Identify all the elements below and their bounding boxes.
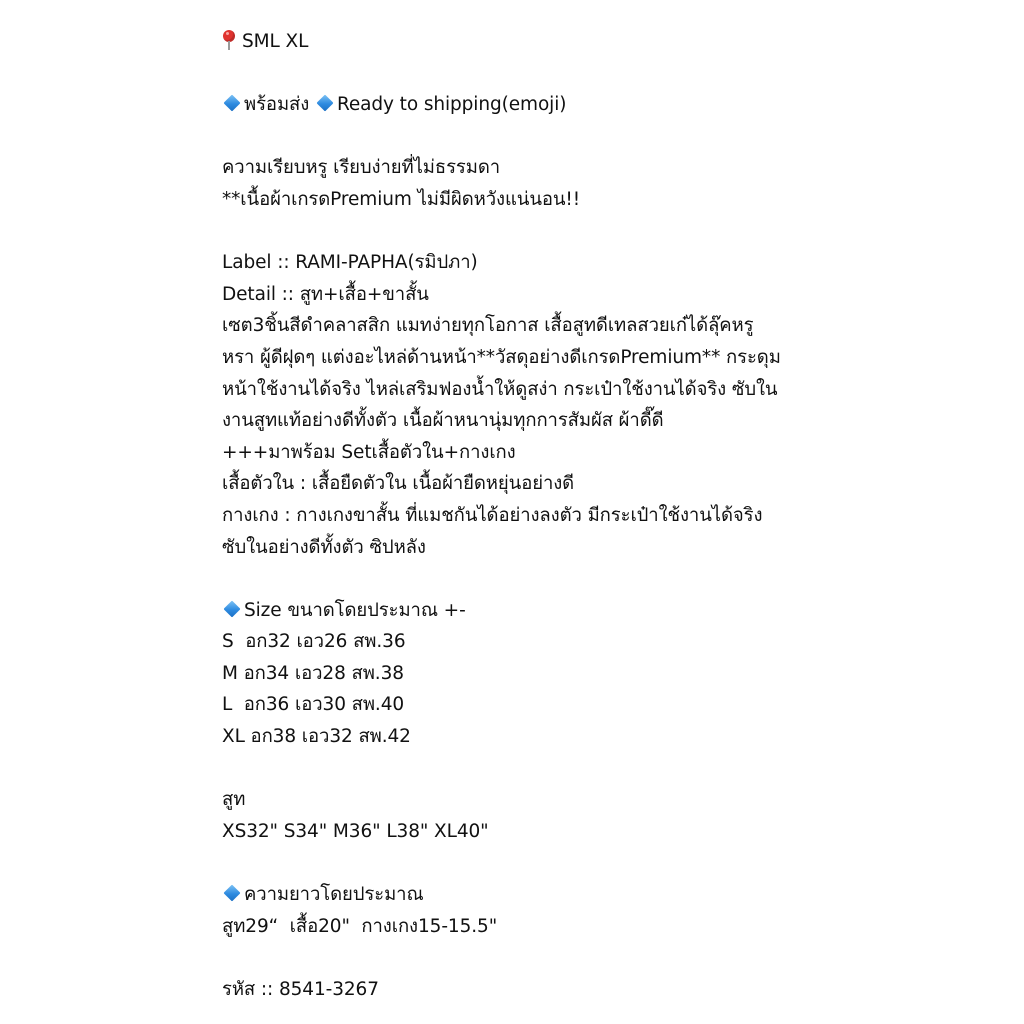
small-blue-diamond-icon — [224, 600, 241, 617]
small-blue-diamond-icon — [316, 95, 333, 112]
size-heading — [222, 595, 822, 627]
suit-sizes: XS32" S34" M36" L38" XL40" — [222, 820, 489, 842]
ready-english-text: Ready to shipping(emoji) — [336, 94, 567, 116]
size-heading-text: Size ขนาดโดยประมาณ +- — [244, 599, 466, 621]
spacer — [222, 121, 822, 153]
spacer — [222, 216, 822, 248]
label-line: Label :: RAMI-PAPHA(รมิปภา) — [222, 252, 478, 274]
detail-line: Detail :: สูท+เสื้อ+ขาสั้น — [222, 283, 429, 305]
length-heading — [222, 879, 822, 911]
size-row: M อก34 เอว28 สพ.38 — [222, 662, 404, 684]
size-row: S อก32 เอว26 สพ.36 — [222, 631, 406, 653]
detail-paragraph-line: งานสูทแท้อย่างดีทั้งตัว เนื้อผ้าหนานุ่มทุกการสัมผัส ผ้าดี๊ดี — [222, 410, 664, 432]
pants-line-continued: ซับในอย่างดีทั้งตัว ซิปหลัง — [222, 536, 426, 558]
pants-line: กางเกง : กางเกงขาสั้น ที่แมชกันได้อย่างลงตัว มีกระเป๋าใช้งานได้จริง — [222, 504, 763, 526]
small-blue-diamond-icon — [224, 885, 241, 902]
product-description — [222, 26, 822, 1005]
small-blue-diamond-icon — [224, 95, 241, 112]
length-values: สูท29“ เสื้อ20" กางเกง15-15.5" — [222, 915, 498, 937]
ready-to-ship-line — [222, 89, 822, 121]
spacer — [222, 58, 822, 90]
spacer — [222, 847, 822, 879]
sizes-text: SML XL — [242, 31, 309, 52]
size-list-line — [222, 26, 822, 58]
suit-heading: สูท — [222, 789, 246, 811]
inner-shirt-line: เสื้อตัวใน : เสื้อยืดตัวใน เนื้อผ้ายืดหยุ่นอย่างดี — [222, 473, 575, 495]
detail-paragraph-line: หรา ผู้ดีฝุดๆ แต่งอะไหล่ด้านหน้า**วัสดุอย่างดีเกรดPremium** กระดุม — [222, 346, 781, 368]
size-row: L อก36 เอว30 สพ.40 — [222, 694, 405, 716]
round-pushpin-icon — [222, 30, 236, 50]
spacer — [222, 942, 822, 974]
size-row: XL อก38 เอว32 สพ.42 — [222, 726, 411, 748]
ready-thai-text: พร้อมส่ง — [244, 94, 310, 116]
detail-paragraph-line: เซต3ชิ้นสีดำคลาสสิก แมทง่ายทุกโอกาส เสื้อสูทดีเทลสวยเก๋ได้ลุ๊คหรู — [222, 315, 754, 337]
set-includes-line: +++มาพร้อม Setเสื้อตัวใน+กางเกง — [222, 441, 516, 463]
length-heading-text: ความยาวโดยประมาณ — [244, 884, 424, 906]
spacer — [222, 563, 822, 595]
detail-paragraph-line: หน้าใช้งานได้จริง ไหล่เสริมฟองน้ำให้ดูสง่า กระเป๋าใช้งานได้จริง ซับใน — [222, 378, 778, 400]
spacer — [222, 753, 822, 785]
tagline: ความเรียบหรู เรียบง่ายที่ไม่ธรรมดา — [222, 157, 501, 179]
fabric-note: **เนื้อผ้าเกรดPremium ไม่มีผิดหวังแน่นอน!! — [222, 188, 581, 210]
product-code: รหัส :: 8541-3267 — [222, 978, 379, 1000]
